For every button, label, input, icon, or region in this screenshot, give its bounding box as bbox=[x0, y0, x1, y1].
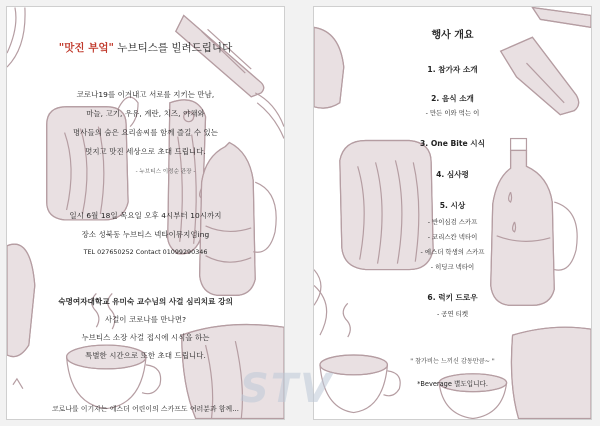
watermark-logo: STV bbox=[240, 366, 334, 412]
program-item-title: 6. 럭키 드로우 bbox=[427, 293, 478, 302]
program-heading: 행사 개요 bbox=[431, 30, 474, 41]
program-item-sub: - 히딩크 넥타이 bbox=[430, 263, 475, 271]
program-page-right bbox=[313, 6, 592, 420]
event-contact: TEL 027650252 Contact 01099290346 bbox=[83, 248, 208, 256]
lecture-line: 특별한 시간으로 또한 초대 드립니다. bbox=[85, 351, 206, 360]
program-item-sub: - 반이심검 스카프 bbox=[427, 218, 478, 226]
program-item-title: 5. 시상 bbox=[439, 201, 466, 210]
invitation-page-left bbox=[6, 6, 285, 420]
title-highlight: "맛진 부엌" bbox=[58, 42, 114, 54]
intro-line: 코로나19를 이겨내고 서로를 지키는 만남, bbox=[76, 90, 215, 99]
program-item-title: 2. 음식 소개 bbox=[431, 94, 474, 103]
program-item-sub: - 만든 이와 먹는 이 bbox=[425, 109, 480, 117]
signature: - 누브티스 이정순 관장 - bbox=[135, 169, 196, 175]
beverage-note: *Beverage 별도입니다. bbox=[417, 380, 488, 388]
intro-line: 멋지고 맛진 세상으로 초대 드립니다. bbox=[85, 147, 206, 156]
invitation-title bbox=[7, 40, 284, 55]
title-rest: 누브티스를 빌려드립니다 bbox=[117, 42, 233, 54]
program-item-title: 4. 심사평 bbox=[436, 170, 469, 179]
lecture-line: 사걸이 코로나를 만나면? bbox=[104, 315, 187, 324]
program-item-sub: - 공연 티켓 bbox=[436, 310, 469, 318]
footer-note: 코로나를 이기자는 에스더 어린이의 스카프도 여러분과 함께... bbox=[52, 405, 239, 413]
program-item-title: 3. One Bite 시식 bbox=[420, 139, 485, 148]
intro-line: 마늘, 고기, 우유, 계란, 치즈, 야채와 bbox=[86, 109, 205, 118]
fee-note: " 참가비는 느끼신 감동만큼~ " bbox=[410, 358, 495, 365]
program-item-sub: - 에스더 학생의 스카프 bbox=[420, 248, 485, 256]
program-item-sub: - 코리스칸 넥타이 bbox=[427, 233, 478, 241]
event-place: 장소 성북동 누브티스 넥타이뮤지엄ing bbox=[81, 230, 210, 239]
lecture-line: 누브티스 소장 사걸 접시에 시식을 하는 bbox=[81, 333, 210, 342]
program-item-title: 1. 참가자 소개 bbox=[427, 65, 478, 74]
lecture-title: 숙명여자대학교 유미숙 교수님의 사걸 심리치료 강의 bbox=[58, 297, 233, 306]
intro-line: 명사들의 숨은 요리솜씨를 함께 즐길 수 있는 bbox=[72, 128, 218, 137]
event-date: 일시 6월 18일 목요일 오후 4시부터 10시까지 bbox=[69, 211, 222, 220]
